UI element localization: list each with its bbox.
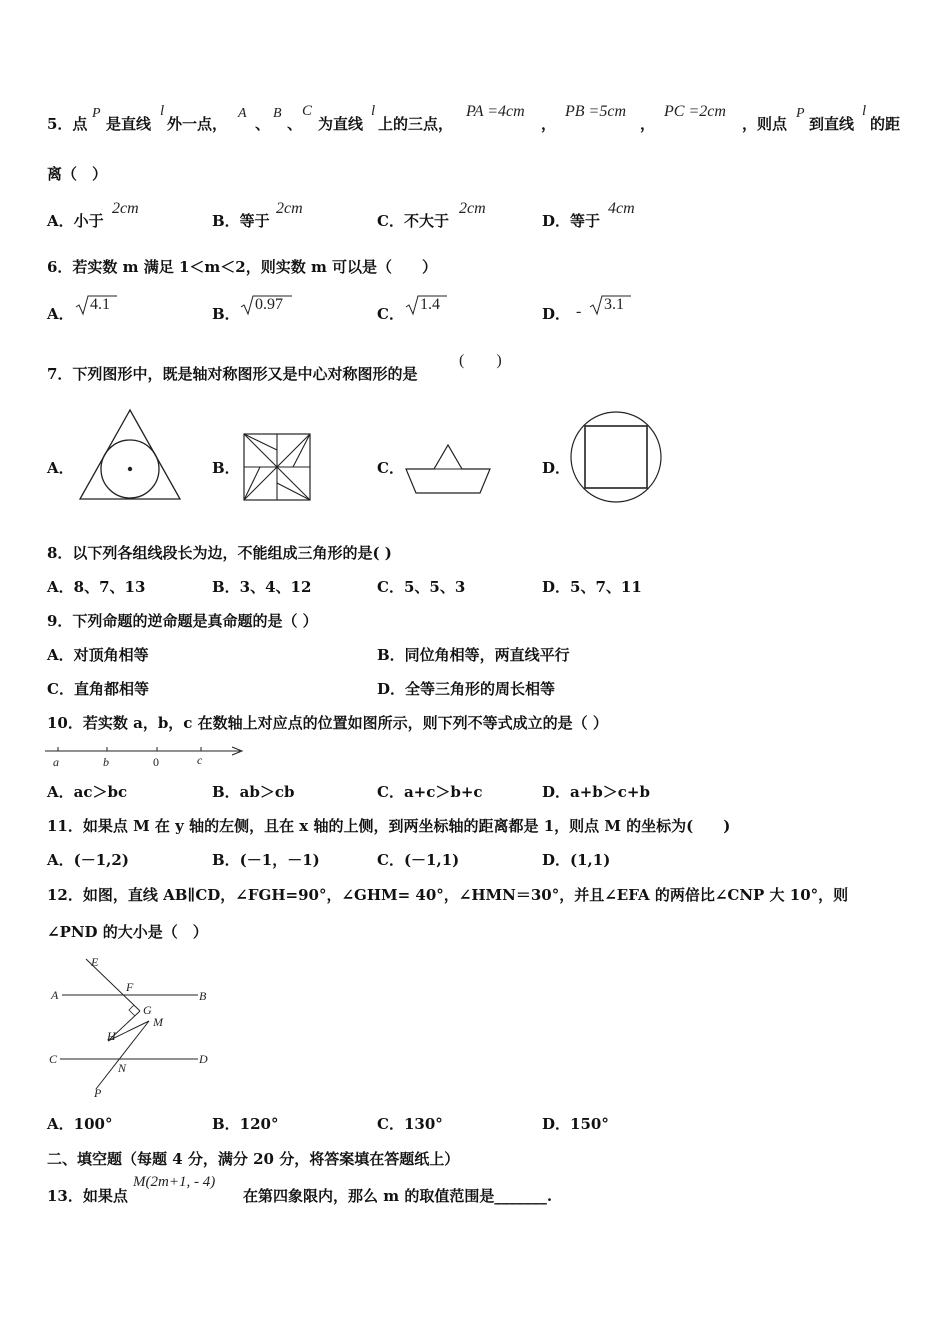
q5-option-c-math: 2cm	[459, 200, 486, 217]
q12-option-a[interactable]: A．100°	[47, 1115, 113, 1133]
q12-stem-line2: ∠PND 的大小是（ ）	[47, 923, 208, 941]
q13-suffix: 在第四象限内，那么 m 的取值范围是_______.	[243, 1187, 553, 1205]
q12-label-d: D	[199, 1052, 208, 1066]
q9-stem: 9．下列命题的逆命题是真命题的是（ ）	[47, 612, 318, 630]
q9-option-c[interactable]: C．直角都相等	[47, 680, 149, 698]
q5-option-a[interactable]: A．小于	[47, 212, 104, 230]
q6-option-c-radicand: 1.4	[420, 296, 440, 313]
q6-option-d-neg: -	[576, 303, 582, 320]
q5-line-l: l	[160, 103, 165, 119]
q11-option-b[interactable]: B．(－1，－1)	[212, 851, 320, 869]
q12-label-h: H	[107, 1029, 116, 1043]
q7-option-a[interactable]: A．	[47, 459, 74, 477]
q6-option-d[interactable]: D．	[542, 305, 571, 323]
q7-option-d[interactable]: D．	[542, 459, 571, 477]
q5-option-d[interactable]: D．等于	[542, 212, 601, 230]
q10-stem: 10．若实数 a，b，c 在数轴上对应点的位置如图所示，则下列不等式成立的是（ ）	[47, 714, 608, 732]
q5-text-then: ，则点	[742, 115, 788, 133]
q5-point-p: P	[92, 106, 101, 121]
q10-axis-label-c: c	[197, 753, 203, 767]
q5-text-is-on-line: 是直线	[106, 115, 152, 133]
q7-option-b[interactable]: B．	[212, 459, 240, 477]
q10-number-line-figure	[44, 742, 250, 772]
q12-label-p: P	[94, 1086, 102, 1100]
q7-circle-square-figure	[569, 410, 663, 504]
q12-parallel-lines-figure	[46, 952, 216, 1102]
q11-option-d[interactable]: D．(1,1)	[542, 851, 611, 869]
q11-option-c[interactable]: C．(－1,1)	[377, 851, 460, 869]
q12-label-n: N	[118, 1061, 127, 1075]
q5-text-to-line: 到直线	[809, 115, 855, 133]
q5-point-b: B	[273, 106, 282, 121]
q10-axis-label-b: b	[103, 755, 109, 769]
q12-label-f: F	[126, 980, 134, 994]
q5-option-b[interactable]: B．等于	[212, 212, 270, 230]
q7-stem: 7．下列图形中，既是轴对称图形又是中心对称图形的是	[47, 365, 418, 383]
q9-option-a[interactable]: A．对顶角相等	[47, 646, 149, 664]
q8-option-b[interactable]: B．3、4、12	[212, 578, 312, 596]
q5-text-outside: 外一点，	[167, 115, 228, 133]
q10-option-b[interactable]: B．ab＞cb	[212, 783, 295, 801]
q5-sep2: 、	[287, 115, 303, 133]
q6-option-d-radicand: 3.1	[604, 296, 624, 313]
q9-option-b[interactable]: B．同位角相等，两直线平行	[377, 646, 570, 664]
q12-label-c: C	[49, 1052, 58, 1066]
q10-option-d[interactable]: D．a+b＞c+b	[542, 783, 650, 801]
q5-text-distance: 的距	[870, 115, 901, 133]
q7-paren: ( )	[459, 352, 502, 369]
q5-comma2: ，	[640, 115, 656, 133]
q8-option-d[interactable]: D．5、7、11	[542, 578, 642, 596]
q7-paper-boat-figure	[404, 443, 492, 495]
q12-label-b: B	[199, 989, 207, 1003]
q8-option-a[interactable]: A．8、7、13	[47, 578, 146, 596]
q10-axis-label-a: a	[53, 755, 59, 769]
q5-pc: PC =2cm	[664, 103, 726, 120]
q6-stem: 6．若实数 m 满足 1＜m＜2，则实数 m 可以是（ ）	[47, 258, 438, 276]
q7-option-c[interactable]: C．	[377, 459, 404, 477]
q12-stem-line1: 12．如图，直线 AB∥CD，∠FGH=90°，∠GHM= 40°，∠HMN＝30°，并且∠EFA 的两倍比∠CNP 大 10°，则	[47, 886, 849, 904]
q5-point-p-2: P	[796, 106, 805, 121]
q13-point: M(2m+1, - 4)	[133, 1174, 216, 1190]
q10-option-a[interactable]: A．ac＞bc	[47, 783, 128, 801]
q5-sep1: 、	[255, 115, 271, 133]
q5-pb: PB =5cm	[565, 103, 626, 120]
q5-line2: 离（ ）	[47, 165, 108, 183]
q5-line-l-3: l	[862, 103, 867, 119]
q11-stem: 11．如果点 M 在 y 轴的左侧，且在 x 轴的上侧，到两坐标轴的距离都是 1，则点 M 的坐标为( )	[47, 817, 731, 835]
q5-pa: PA =4cm	[466, 103, 525, 120]
section2-title: 二、填空题（每题 4 分，满分 20 分，将答案填在答题纸上）	[47, 1150, 460, 1168]
q11-option-a[interactable]: A．(－1,2)	[47, 851, 129, 869]
q5-comma1: ，	[541, 115, 557, 133]
q10-axis-label-0: 0	[153, 755, 159, 769]
q6-option-b[interactable]: B．	[212, 305, 240, 323]
q10-option-c[interactable]: C．a+c＞b+c	[377, 783, 483, 801]
q12-option-c[interactable]: C．130°	[377, 1115, 443, 1133]
q12-option-d[interactable]: D．150°	[542, 1115, 609, 1133]
q12-label-e: E	[91, 955, 99, 969]
q12-label-a: A	[51, 988, 59, 1002]
q5-option-c[interactable]: C．不大于	[377, 212, 449, 230]
q13-prefix: 13．如果点	[47, 1187, 128, 1205]
q12-option-b[interactable]: B．120°	[212, 1115, 279, 1133]
q12-label-m: M	[153, 1015, 163, 1029]
q6-option-c[interactable]: C．	[377, 305, 404, 323]
q7-pinwheel-figure	[243, 433, 313, 503]
q6-option-a[interactable]: A．	[47, 305, 74, 323]
q5-number: 5．点	[47, 115, 88, 133]
q5-point-c: C	[302, 103, 313, 119]
q12-label-g: G	[143, 1003, 152, 1017]
q8-stem: 8．以下列各组线段长为边，不能组成三角形的是( )	[47, 544, 392, 562]
q7-triangle-incircle-figure	[78, 408, 182, 502]
q5-option-a-math: 2cm	[112, 200, 139, 217]
q9-option-d[interactable]: D．全等三角形的周长相等	[377, 680, 556, 698]
q5-point-a: A	[238, 106, 247, 121]
q5-option-b-math: 2cm	[276, 200, 303, 217]
q5-text-are: 为直线	[318, 115, 364, 133]
q5-text-three-points: 上的三点，	[378, 115, 454, 133]
q8-option-c[interactable]: C．5、5、3	[377, 578, 466, 596]
q5-line-l-2: l	[371, 103, 376, 119]
q5-option-d-math: 4cm	[608, 200, 635, 217]
q6-option-a-radicand: 4.1	[90, 296, 110, 313]
q6-option-b-radicand: 0.97	[255, 296, 283, 313]
